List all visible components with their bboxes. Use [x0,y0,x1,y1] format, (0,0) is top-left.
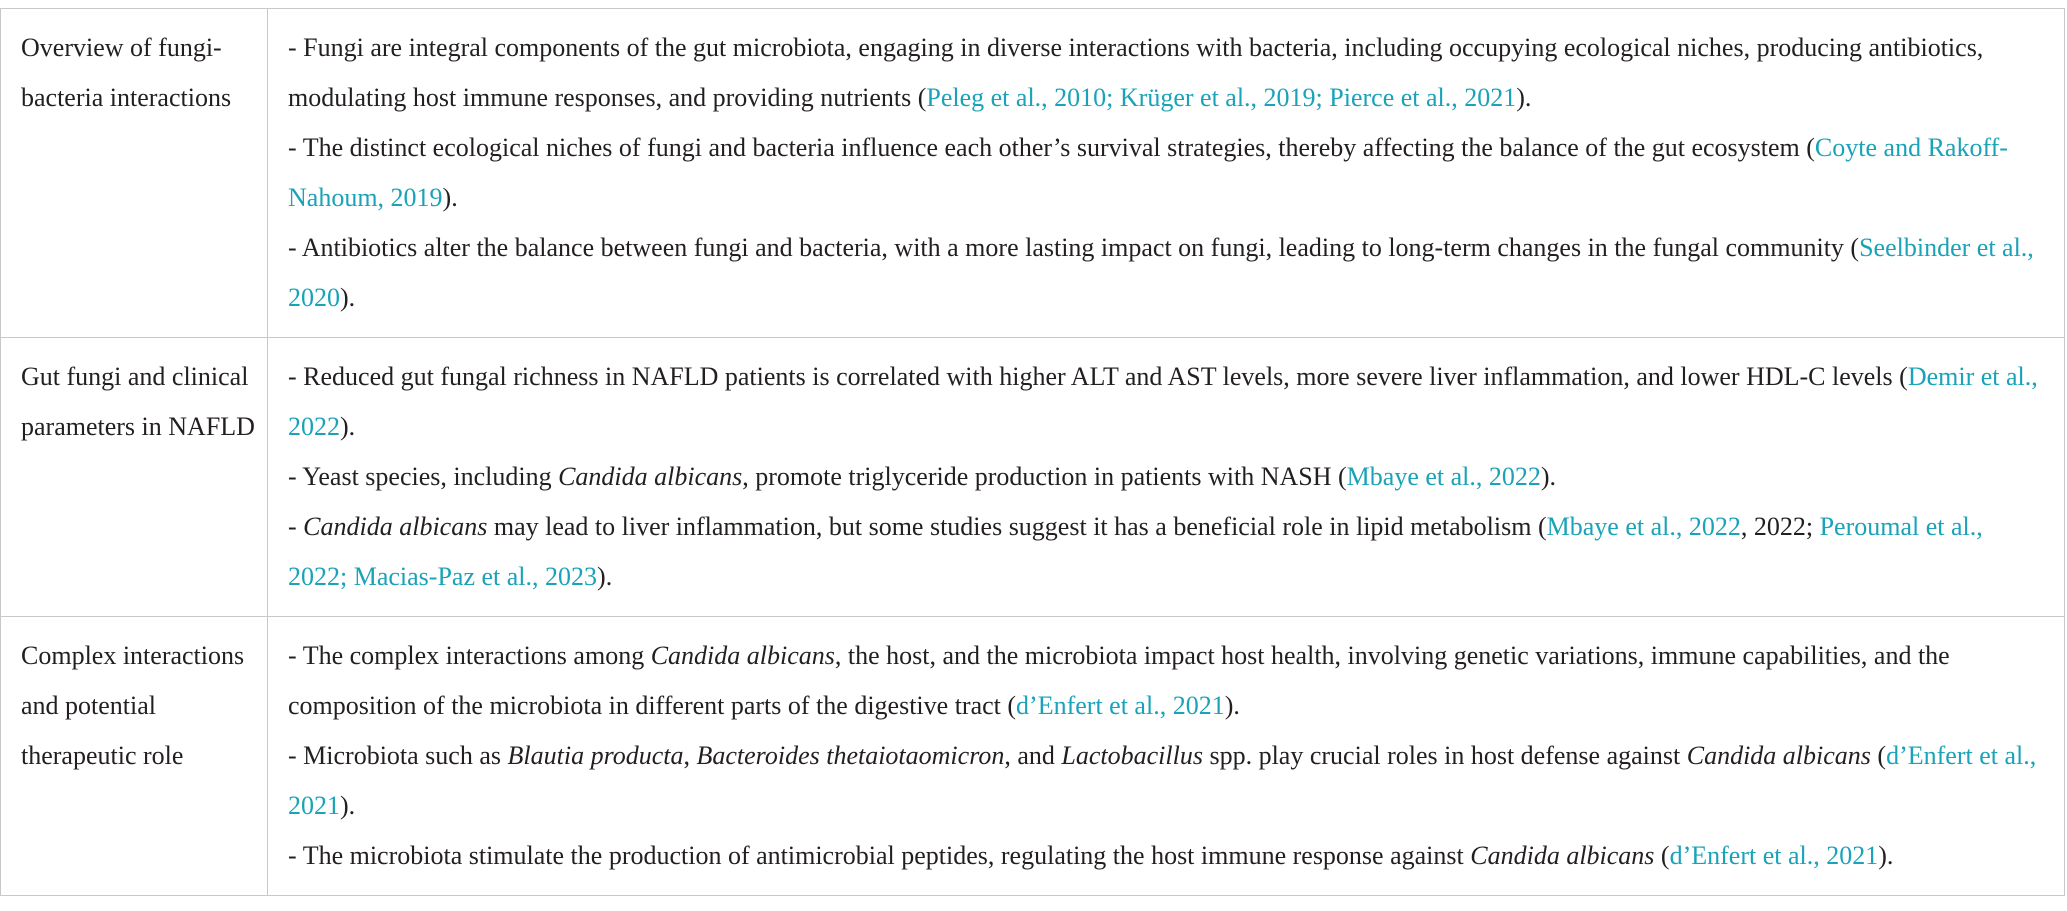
topic-label: Gut fungi and clinical parameters in NAFLD [21,362,255,441]
finding-item [288,502,2048,602]
text-run: ). [340,791,356,820]
text-run: , the host, and the microbiota impact host health, involving genetic variations, immune capabilities, and the composition of the microbiota in different parts of the digestive tract ( [288,641,1950,720]
text-run: ). [1540,462,1557,491]
topic-cell [1,338,268,616]
text-run: spp. play crucial roles in host defense against [1202,741,1687,770]
citation-link[interactable]: d’Enfert et al., 2021 [1669,841,1879,870]
text-run: - The microbiota stimulate the production of antimicrobial peptides, regulating the host immune response against [288,841,1471,870]
finding-item [288,452,2048,502]
text-run: ( [1870,741,1887,770]
text-run: , and [1004,741,1062,770]
species-name: Bacteroides thetaiotaomicron [696,741,1005,770]
citation-link[interactable]: Seelbinder et al., 2020 [288,233,2034,312]
citation-link[interactable]: d’Enfert et al., 2021 [1016,691,1225,720]
topic-cell [1,617,268,895]
text-run: ). [1516,83,1532,112]
species-name: Candida albicans [1686,741,1871,770]
topic-label: Complex interactions and potential therapeutic role [21,641,245,770]
text-run: - The complex interactions among [288,641,651,670]
topic-label: Overview of fungi-bacteria interactions [21,33,232,112]
text-run: , [683,741,697,770]
text-run: , 2022; [1740,512,1820,541]
findings-cell [268,338,2064,616]
citation-link[interactable]: Mbaye et al., 2022 [1346,462,1541,491]
citation-link[interactable]: Peleg et al., 2010; Krüger et al., 2019; Pierce et al., 2021 [926,83,1517,112]
text-run: may lead to liver inflammation, but some studies suggest it has a beneficial role in lipid metabolism ( [487,512,1547,541]
species-name: Candida albicans [303,512,488,541]
text-run: - Microbiota such as [288,741,508,770]
finding-item [288,631,2048,731]
summary-table [0,8,2065,896]
finding-item [288,23,2048,123]
text-run: - The distinct ecological niches of fungi and bacteria influence each other’s survival strategies, thereby affecting the balance of the gut ecosystem ( [288,133,1815,162]
citation-link[interactable]: d’Enfert et al., 2021 [288,741,2037,820]
text-run: ). [597,562,613,591]
species-name: Candida albicans [1470,841,1655,870]
text-run: - Yeast species, including [288,462,559,491]
findings-cell [268,9,2064,337]
finding-item [288,352,2048,452]
text-run: ). [340,412,356,441]
citation-link[interactable]: Coyte and Rakoff-Nahoum, 2019 [288,133,2008,212]
topic-cell [1,9,268,337]
citation-link[interactable]: Peroumal et al., 2022; Macias-Paz et al., 2023 [288,512,1983,591]
text-run: ). [340,283,356,312]
finding-item [288,123,2048,223]
text-run: - [288,512,304,541]
table-row [1,9,2064,338]
finding-item [288,223,2048,323]
table-row [1,617,2064,896]
species-name: Candida albicans [650,641,835,670]
species-name: Lactobacillus [1061,741,1203,770]
text-run: - Reduced gut fungal richness in NAFLD patients is correlated with higher ALT and AST levels, more severe liver inflammation, and lower HDL-C levels ( [288,362,1908,391]
text-run: ). [1878,841,1894,870]
citation-link[interactable]: Mbaye et al., 2022 [1546,512,1741,541]
text-run: ). [442,183,458,212]
text-run: - Fungi are integral components of the gut microbiota, engaging in diverse interactions with bacteria, including occupying ecological niches, producing antibiotics, modulating host immune responses, and providing nutrients ( [288,33,1984,112]
findings-cell [268,617,2064,895]
text-run: - Antibiotics alter the balance between fungi and bacteria, with a more lasting impact on fungi, leading to long-term changes in the fungal community ( [288,233,1860,262]
text-run: ( [1654,841,1670,870]
finding-item [288,831,2048,881]
table-row [1,338,2064,617]
text-run: , promote triglyceride production in patients with NASH ( [742,462,1347,491]
species-name: Blautia producta [507,741,684,770]
finding-item [288,731,2048,831]
text-run: ). [1224,691,1240,720]
species-name: Candida albicans [558,462,743,491]
citation-link[interactable]: Demir et al., 2022 [288,362,2038,441]
